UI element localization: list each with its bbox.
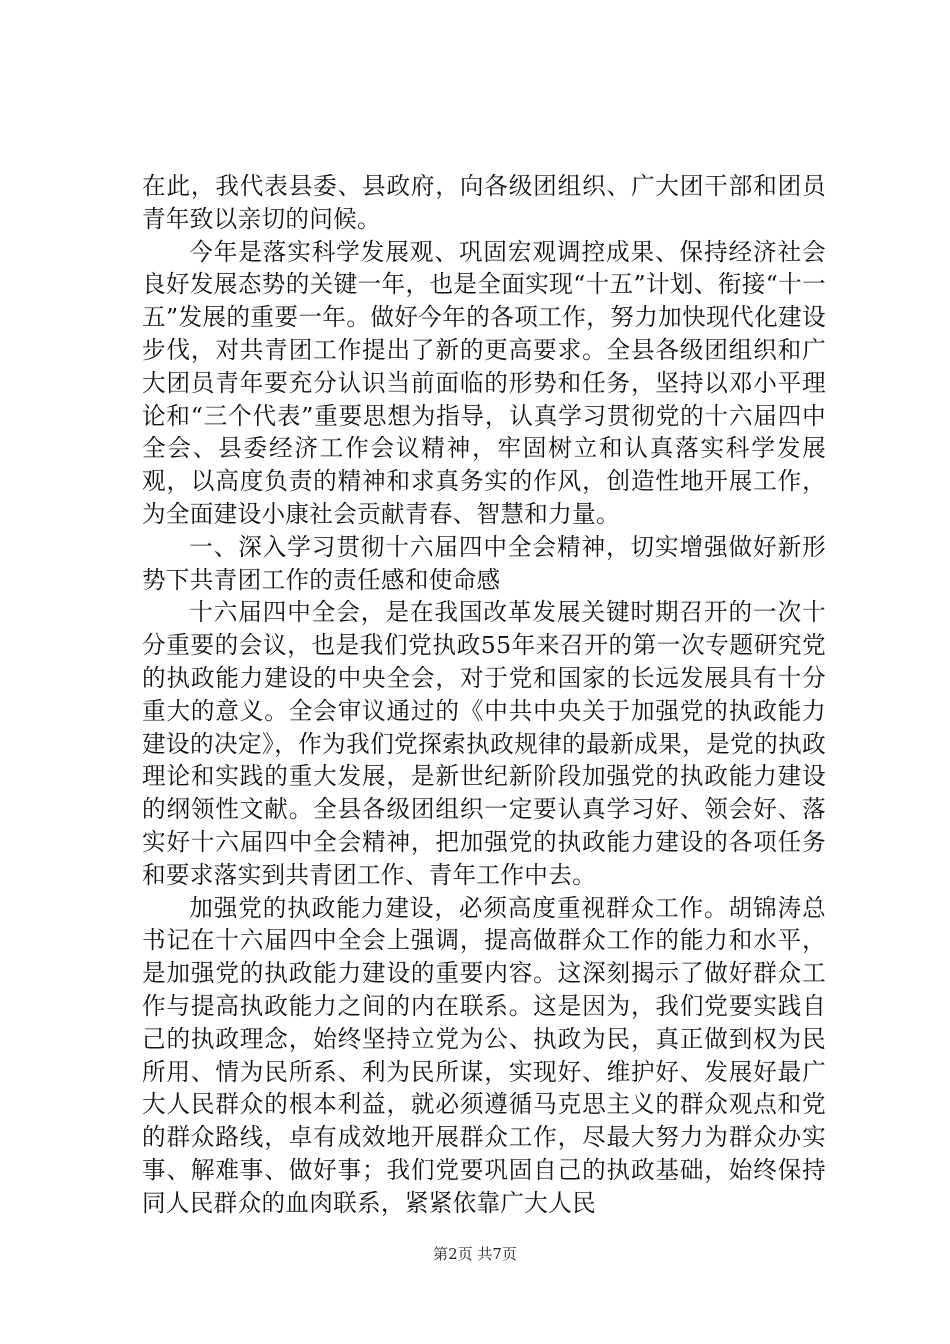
page-number-footer: 第2页 共7页 — [433, 1245, 517, 1263]
paragraph-greeting: 在此，我代表县委、县政府，向各级团组织、广大团干部和团员青年致以亲切的问候。 — [142, 172, 826, 233]
paragraph-mass-work: 加强党的执政能力建设，必须高度重视群众工作。胡锦涛总书记在十六届四中全会上强调，提高做群众工作的能力和水平，是加强党的执政能力建设的重要内容。这深刻揭示了做好群众工作与提高执政能力之间的内在联系。这是因为，我们党要实践自己的执政理念，始终坚持立党为公、执政为民，真正做到权为民所用、情为民所系、利为民所谋，实现好、维护好、发展好最广大人民群众的根本利益，就必须遵循马克思主义的群众观点和党的群众路线，卓有成效地开展群众工作，尽最大努力为群众办实事、解难事、做好事；我们党要巩固自己的执政基础，始终保持同人民群众的血肉联系，紧紧依靠广大人民 — [142, 893, 826, 1217]
document-body — [142, 170, 826, 1220]
paragraph-fourth-plenum: 十六届四中全会，是在我国改革发展关键时期召开的一次十分重要的会议，也是我们党执政55年来召开的第一次专题研究党的执政能力建设的中央全会，对于党和国家的长远发展具有十分重大的意义。全会审议通过的《中共中央关于加强党的执政能力建设的决定》，作为我们党探索执政规律的最新成果，是党的执政理论和实践的重大发展，是新世纪新阶段加强党的执政能力建设的纲领性文献。全县各级团组织一定要认真学习好、领会好、落实好十六届四中全会精神，把加强党的执政能力建设的各项任务和要求落实到共青团工作、青年工作中去。 — [142, 598, 826, 889]
section-heading-one: 一、深入学习贯彻十六届四中全会精神，切实增强做好新形势下共青团工作的责任感和使命感 — [142, 532, 826, 594]
paragraph-annual-context: 今年是落实科学发展观、巩固宏观调控成果、保持经济社会良好发展态势的关键一年，也是全面实现“十五”计划、衔接“十一五”发展的重要一年。做好今年的各项工作，努力加快现代化建设步伐，对共青团工作提出了新的更高要求。全县各级团组织和广大团员青年要充分认识当前面临的形势和任务，坚持以邓小平理论和“三个代表”重要思想为指导，认真学习贯彻党的十六届四中全会、县委经济工作会议精神，牢固树立和认真落实科学发展观，以高度负责的精神和求真务实的作风，创造性地开展工作，为全面建设小康社会贡献青春、智慧和力量。 — [142, 237, 826, 528]
